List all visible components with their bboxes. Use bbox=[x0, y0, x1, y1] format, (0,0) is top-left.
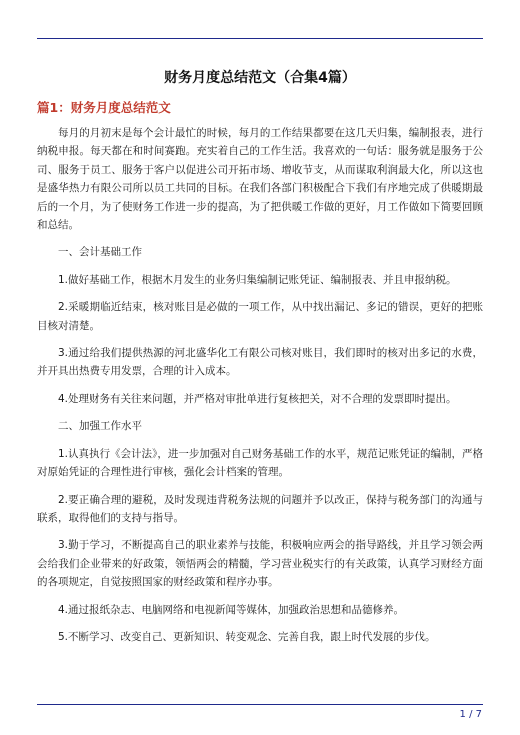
document-title: 财务月度总结范文（合集4篇） bbox=[164, 70, 356, 86]
subsection-heading: 一、会计基础工作 bbox=[58, 246, 142, 259]
list-item: 3.勤于学习，不断提高自己的职业素养与技能，积极响应两会的指导路线，并且学习领会两会给我们企业带来的好政策，领悟两会的精髓，学习营业税实行的有关政策，认真学习财经方面的各项规定，自觉按照国家的财经政策和程序办事。 bbox=[37, 539, 483, 589]
footer-rule bbox=[37, 704, 483, 705]
header-rule bbox=[37, 38, 483, 39]
list-item: 4.通过报纸杂志、电脑网络和电视新闻等媒体，加强政治思想和品德修养。 bbox=[58, 603, 405, 616]
list-item: 2.采暖期临近结束，核对账目是必做的一项工作，从中找出漏记、多记的错误，更好的把账目核对清楚。 bbox=[37, 301, 483, 332]
page-number: 1 / 7 bbox=[459, 709, 482, 720]
body-paragraph: 每月的月初末是每个会计最忙的时候，每月的工作结果都要在这几天归集，编制报表，进行纳税申报。每天都在和时间赛跑。充实着自己的工作生活。我喜欢的一句话：服务就是服务于公司、服务于员工、服务于客户以促进公司开拓市场、增收节支，从而谋取利润最大化，所以这也是盛华热力有限公司所以员工共同的目标。在我们各部门积极配合下我们有序地完成了供暖期最后的一个月，为了使财务工作进一步的提高，为了把供暖工作做的更好，月工作做如下简要回顾和总结。 bbox=[37, 127, 483, 232]
list-item: 1.认真执行《会计法》，进一步加强对自己财务基础工作的水平，规范记账凭证的编制，严格对原始凭证的合理性进行审核，强化会计档案的管理。 bbox=[37, 447, 483, 479]
list-item: 2.要正确合理的避税，及时发现违背税务法规的问题并予以改正，保持与税务部门的沟通与联系，取得他们的支持与指导。 bbox=[37, 493, 483, 524]
subsection-heading: 二、加强工作水平 bbox=[58, 420, 142, 433]
list-item: 5.不断学习、改变自己、更新知识、转变观念、完善自我，跟上时代发展的步伐。 bbox=[58, 630, 436, 643]
list-item: 3.通过给我们提供热源的河北盛华化工有限公司核对账目，我们即时的核对出多记的水费，并开具出热费专用发票，合理的计入成本。 bbox=[37, 347, 483, 378]
section-heading: 篇1：财务月度总结范文 bbox=[37, 100, 171, 115]
list-item: 4.处理财务有关往来问题，并严格对审批单进行复核把关，对不合理的发票即时提出。 bbox=[58, 392, 457, 405]
document-body bbox=[37, 124, 483, 655]
list-item: 1.做好基础工作，根据木月发生的业务归集编制记账凭证、编制报表、并且申报纳税。 bbox=[58, 273, 457, 286]
